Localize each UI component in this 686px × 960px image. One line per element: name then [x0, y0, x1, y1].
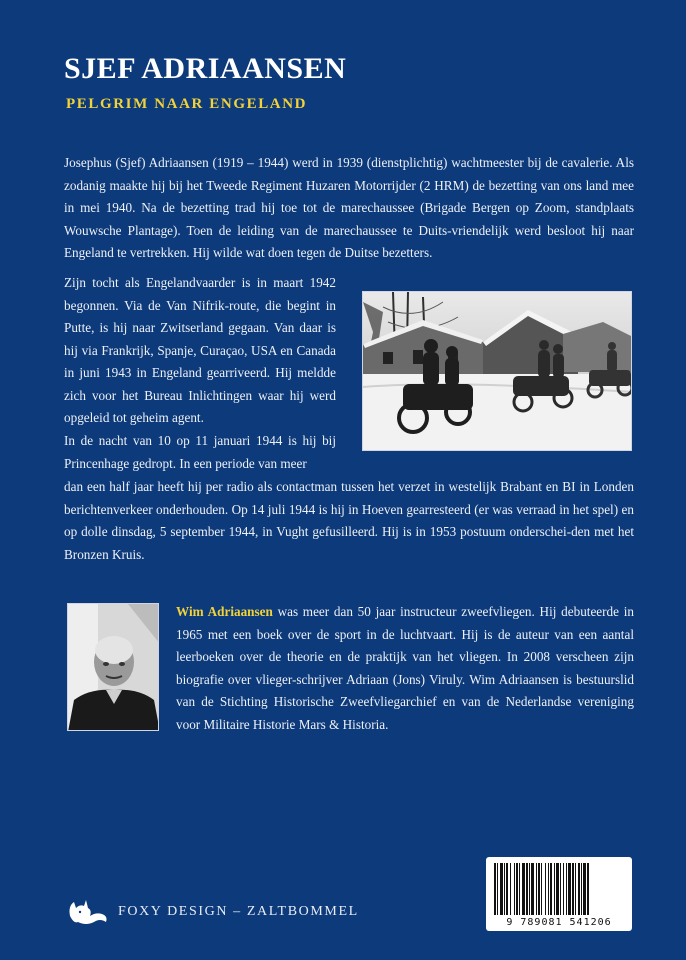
- paragraph-journey: Zijn tocht als Engelandvaarder is in maart 1942 begonnen. Via de Van Nifrik-route, die begint in Putte, is hij naar Zwitserland gegaan. Van daar is hij via Frankrijk, Spanje, Curaçao, USA en Canada in juni 1943 in Engeland gearriveerd. Hij meldde zich voor het Bureau Inlichtingen waar hij werd opgeleid tot geheim agent.: [64, 275, 336, 425]
- isbn-number: 9 789081 541206: [506, 917, 612, 928]
- publisher-footer: FOXY DESIGN – ZALTBOMMEL: [118, 904, 359, 919]
- isbn-barcode: [486, 857, 632, 931]
- author-portrait-photo: [67, 603, 159, 731]
- book-subtitle: PELGRIM NAAR ENGELAND: [66, 96, 308, 112]
- book-title: SJEF ADRIAANSEN: [64, 52, 347, 85]
- author-bio-text: was meer dan 50 jaar instructeur zweefvliegen. Hij debuteerde in 1965 met een boek over de sport in de luchtvaart. Hij is de auteur van een aantal leerboeken over de theorie en de praktijk van het vliegen. In 2008 verscheen zijn biografie over vlieger-schrijver Adriaan (Jons) Viruly. Wim Adriaansen is bestuurslid van de Stichting Historische Zweefvliegarchief en van de Nederlandse vereniging voor Militaire Historie Mars & Historia.: [176, 604, 634, 732]
- author-bio: [176, 601, 634, 736]
- paragraph-arrest: dan een half jaar heeft hij per radio als contactman tussen het verzet in westelijk Brabant en BI in Londen berichtenverkeer onderhouden. Op 14 juli 1944 is hij in Hoeven gearresteerd (er was verraad in het spel) en op dolle dinsdag, 5 september 1944, in Vught gefusilleerd. Hij is in 1953 postuum onderschei-den met het Bronzen Kruis.: [64, 479, 634, 562]
- fox-logo-icon: [66, 896, 110, 926]
- paragraph-drop: In de nacht van 10 op 11 januari 1944 is hij bij Princenhage gedropt. In een periode van meer: [64, 433, 336, 471]
- paragraph-intro: Josephus (Sjef) Adriaansen (1919 – 1944) werd in 1939 (dienstplichtig) wachtmeester bij de cavalerie. Als zodanig maakte hij bij het Tweede Regiment Huzaren Motorrijder (2 HRM) de bezetting van ons land mee in mei 1940. Na de bezetting trad hij toe tot de marechaussee (Brigade Bergen op Zoom, standplaats Wouwsche Plantage). Toen de leiding van de marechaussee te Duits-vriendelijk werd besloot hij naar Engeland te vertrekken. Hij wilde wat doen tegen de Duitse bezetters.: [64, 155, 634, 260]
- barcode-icon: [486, 861, 632, 919]
- motorcycle-soldiers-photo: [362, 291, 632, 451]
- author-name: Wim Adriaansen: [176, 604, 273, 619]
